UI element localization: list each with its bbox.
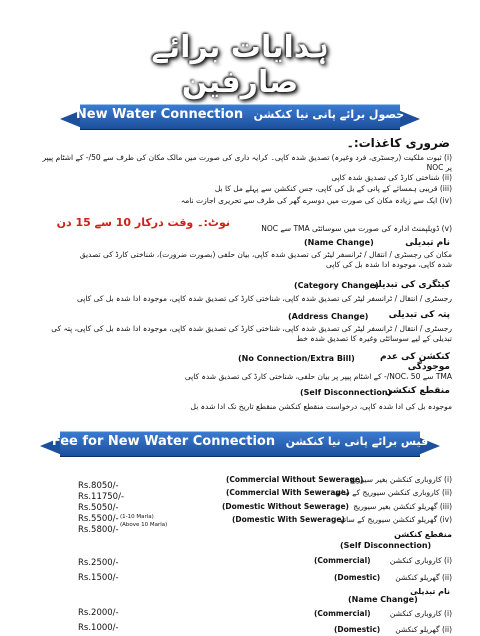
address-change-text: رجسٹری / انتقال / ٹرانسفر لیٹر کی تصدیق شدہ کاپی، شناختی کارڈ کی تصدیق شدہ کاپی، موجودہ ادا شدہ بل کی کاپی، پتہ کی تبدیلی کے لیے سوسائٹی وغیرہ کا تصدیق شدہ خط [51,324,452,343]
fee-amount-5: Rs.5800/- [78,525,119,535]
nc-fee-label-en-1: (Commercial) [314,609,371,618]
docs-item-5: (v) ڈویلپمنٹ ادارہ کی صورت میں سوسائٹی TMA سے NOC [261,224,452,233]
self-disconnection-heading: منقطع کنکشن [384,386,450,396]
title-banner [0,8,480,100]
self-disconnection-text: موجودہ بل کی ادا شدہ کاپی، درخواست منقطع کنکشن منقطع تاریخ تک ادا شدہ بل [190,402,452,411]
fee-label-ur-3: (iii) گھریلو کنکشن بغیر سیوریج [353,502,452,511]
page-title: ہدایات برائے صارفین [151,30,329,100]
category-change-text: رجسٹری / انتقال / ٹرانسفر لیٹر کی تصدیق شدہ کاپی، شناختی کارڈ کی تصدیق شدہ کاپی، موجودہ ادا شدہ بل کی کاپی [77,294,452,303]
no-connection-text: TMA سے NOC، 50/- کے اشٹام پیپر پر بیان حلفی، شناختی کارڈ کی تصدیق شدہ کاپی [184,372,452,381]
fee-label-ur-2: (ii) کاروباری کنکشن سیوریج کے ساتھ [334,488,452,497]
ribbon-en-text: New Water Connection [75,107,244,122]
address-change-en: (Address Change) [288,312,369,321]
ribbon-ur-text: حصول برائے پانی نیا کنکشن [253,108,405,121]
fee-amount-3: Rs.5050/- [78,503,119,513]
docs-item-1: (i) ثبوت ملکیت (رجسٹری، فرد وغیرہ) تصدیق شدہ کاپی۔ کرایہ داری کی صورت میں مالک مکان کی طرف سے 50/- کے اشٹام پیپر پر NOC [42,153,452,172]
category-change-heading: کیٹگری کی تبدیلی [369,280,450,290]
nc-fee-amount-2: Rs.1000/- [78,623,119,633]
sd-fee-amount-2: Rs.1500/- [78,573,119,583]
sd-fee-label-en-1: (Commercial) [314,556,371,565]
docs-item-4: (iv) ایک سے زیادہ مکان کی صورت میں دوسرے گھر کی طرف سے تحریری اجازت نامہ [180,196,452,205]
fee-label-en-2: (Commercial With Sewerage) [226,488,350,497]
ribbon-fee [40,431,440,457]
nc-fee-amount-1: Rs.2000/- [78,608,119,618]
ribbon2-ur-text: فیس برائے پانی نیا کنکشن [285,435,429,448]
sd-fee-label-ur-1: (i) کاروباری کنکشن [389,556,452,565]
fee-label-en-1: (Commercial Without Sewerage) [226,475,364,484]
docs-note: نوٹ:۔ وقت درکار 10 سے 15 دن [56,216,230,229]
category-change-en: (Category Change) [294,281,379,290]
nc-fee-label-en-2: (Domestic) [334,625,381,634]
nc-fee-heading-en: (Name Change) [348,595,418,604]
name-change-heading: نام تبدیلی [405,238,450,248]
sd-fee-amount-1: Rs.2500/- [78,558,119,568]
fee-label-ur-1: (i) کاروباری کنکشن بغیر سیوریج [350,475,452,484]
fee-amount-2: Rs.11750/- [78,492,125,502]
docs-heading: ضروری کاغذات:۔ [346,136,450,150]
ribbon2-en-text: Fee for New Water Connection [51,434,276,449]
nc-fee-heading-ur: نام تبدیلی [410,587,450,596]
sd-fee-heading-ur: منقطع کنکشن [394,530,452,539]
docs-item-3: (iii) قریبی ہمسائے کے پانی کے بل کی کاپی، جس کنکشن سے پہلے مل کا بل [214,184,452,193]
fee-label-en-3: (Domestic Without Sewerage) [222,502,349,511]
no-connection-heading: کنکشن کی عدم موجودگی [380,352,450,372]
no-connection-en: (No Connection/Extra Bill) [238,354,355,363]
ribbon-new-connection [60,104,420,130]
nc-fee-label-ur-1: (i) کاروباری کنکشن [389,609,452,618]
docs-item-2: (ii) شناختی کارڈ کی تصدیق شدہ کاپی [331,173,452,182]
address-change-heading: پتہ کی تبدیلی [388,310,450,320]
fee-label-en-4: (Domestic With Sewerage) [232,515,345,524]
sd-fee-label-en-2: (Domestic) [334,573,381,582]
sd-fee-label-ur-2: (ii) گھریلو کنکشن [395,573,452,582]
fee-note-5: (Above 10 Marla) [120,522,168,528]
fee-note-4: (1-10 Marla) [120,514,154,520]
name-change-text: مکان کی رجسٹری / انتقال / ٹرانسفر لیٹر کی تصدیق شدہ کاپی، بیان حلفی (بصورت ضرورت)، شناختی کارڈ کی تصدیق شدہ کاپی، موجودہ ادا شدہ بل کی کاپی [79,250,452,269]
name-change-en: (Name Change) [304,238,374,247]
self-disconnection-en: (Self Disconnection) [300,388,392,397]
sd-fee-heading-en: (Self Disconnection) [340,541,432,550]
nc-fee-label-ur-2: (ii) گھریلو کنکشن [395,625,452,634]
fee-label-ur-4: (iv) گھریلو کنکشن سیوریج کے ساتھ [339,515,452,524]
fee-amount-4: Rs.5500/- [78,514,119,524]
fee-amount-1: Rs.8050/- [78,481,119,491]
